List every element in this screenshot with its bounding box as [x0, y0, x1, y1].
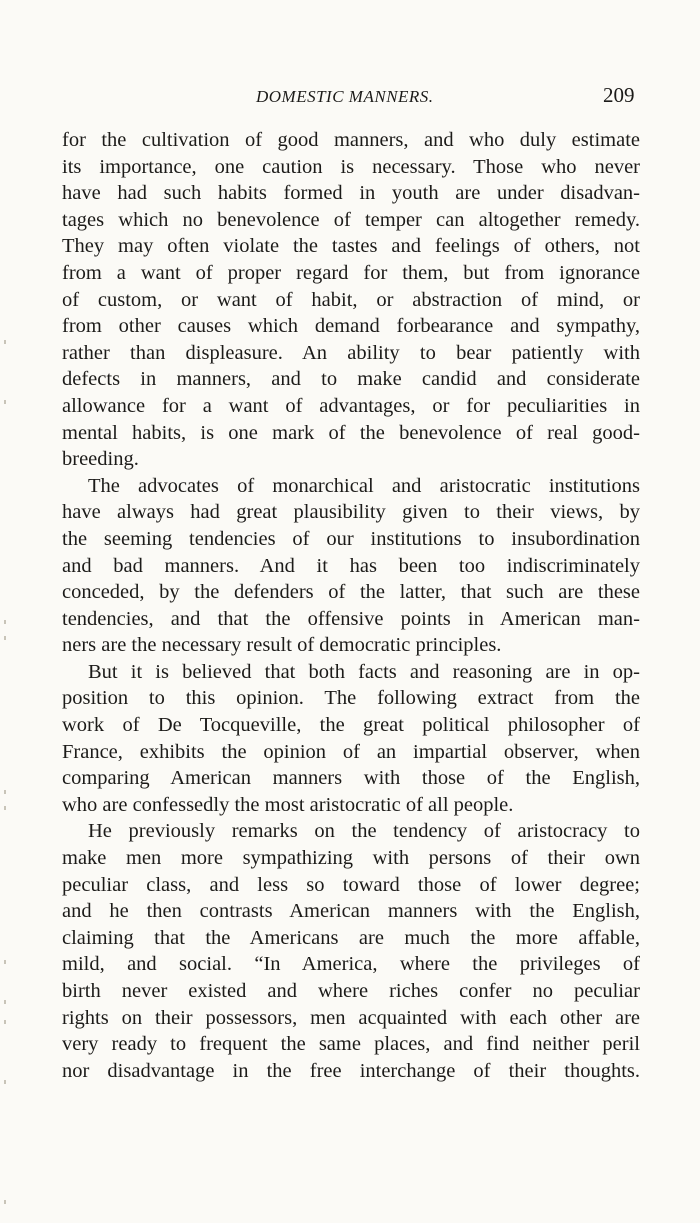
text-line: allowance for a want of advantages, or for peculiarities in	[62, 394, 640, 417]
text-line: nor disadvantage in the free interchange of their thoughts.	[62, 1059, 640, 1082]
edge-speck	[4, 806, 6, 810]
text-line: and he then contrasts American manners with the English,	[62, 900, 640, 923]
text-line: tendencies, and that the offensive points in American man-	[62, 607, 640, 630]
edge-speck	[4, 400, 6, 404]
text-line: France, exhibits the opinion of an impartial observer, when	[62, 740, 640, 763]
text-line: They may often violate the tastes and feelings of others, not	[62, 235, 640, 258]
text-line: conceded, by the defenders of the latter, that such are these	[62, 581, 640, 604]
edge-speck	[4, 1020, 6, 1024]
text-line: have always had great plausibility given to their views, by	[62, 501, 640, 524]
binding-edge-marks	[4, 320, 10, 1220]
paragraph-first-line: He previously remarks on the tendency of aristocracy to	[88, 820, 640, 843]
text-line: breeding.	[62, 448, 139, 471]
text-line: very ready to frequent the same places, and find neither peril	[62, 1033, 640, 1056]
text-line: and bad manners. And it has been too indiscriminately	[62, 554, 640, 577]
text-line: birth never existed and where riches confer no peculiar	[62, 980, 640, 1002]
text-line: position to this opinion. The following extract from the	[62, 687, 640, 710]
paragraph-first-line: The advocates of monarchical and aristocratic institutions	[88, 474, 640, 497]
text-line: make men more sympathizing with persons of their own	[62, 847, 640, 870]
edge-speck	[4, 1200, 6, 1204]
text-line: for the cultivation of good manners, and who duly estimate	[62, 129, 640, 151]
body-text	[62, 127, 640, 1084]
text-line: claiming that the Americans are much the more affable,	[62, 926, 640, 949]
paragraph-first-line: But it is believed that both facts and reasoning are in op-	[88, 660, 640, 683]
edge-speck	[4, 1000, 6, 1004]
page-number: 209	[603, 83, 635, 107]
text-line: of custom, or want of habit, or abstraction of mind, or	[62, 288, 640, 311]
text-line: work of De Tocqueville, the great political philosopher of	[62, 714, 640, 737]
edge-speck	[4, 960, 6, 964]
running-title: DOMESTIC MANNERS.	[256, 87, 434, 106]
text-line: ners are the necessary result of democratic principles.	[62, 634, 502, 657]
text-line: tages which no benevolence of temper can altogether remedy.	[62, 208, 640, 231]
text-line: from other causes which demand forbearance and sympathy,	[62, 315, 640, 338]
text-line: peculiar class, and less so toward those of lower degree;	[62, 873, 640, 896]
text-line: who are confessedly the most aristocratic of all people.	[62, 793, 514, 816]
text-line: mild, and social. “In America, where the privileges of	[62, 953, 640, 976]
text-line: have had such habits formed in youth are under disadvan-	[62, 182, 640, 205]
edge-speck	[4, 636, 6, 640]
edge-speck	[4, 340, 6, 344]
edge-speck	[4, 620, 6, 624]
text-line: its importance, one caution is necessary. Those who never	[62, 155, 640, 178]
edge-speck	[4, 790, 6, 794]
text-line: rather than displeasure. An ability to bear patiently with	[62, 341, 640, 364]
text-line: defects in manners, and to make candid and considerate	[62, 368, 640, 391]
text-line: mental habits, is one mark of the benevolence of real good-	[62, 421, 640, 444]
text-line: the seeming tendencies of our institutions to insubordination	[62, 527, 640, 550]
running-head	[0, 84, 700, 110]
text-line: from a want of proper regard for them, but from ignorance	[62, 261, 640, 284]
text-line: rights on their possessors, men acquainted with each other are	[62, 1006, 640, 1029]
edge-speck	[4, 1080, 6, 1084]
text-line: comparing American manners with those of the English,	[62, 767, 640, 790]
